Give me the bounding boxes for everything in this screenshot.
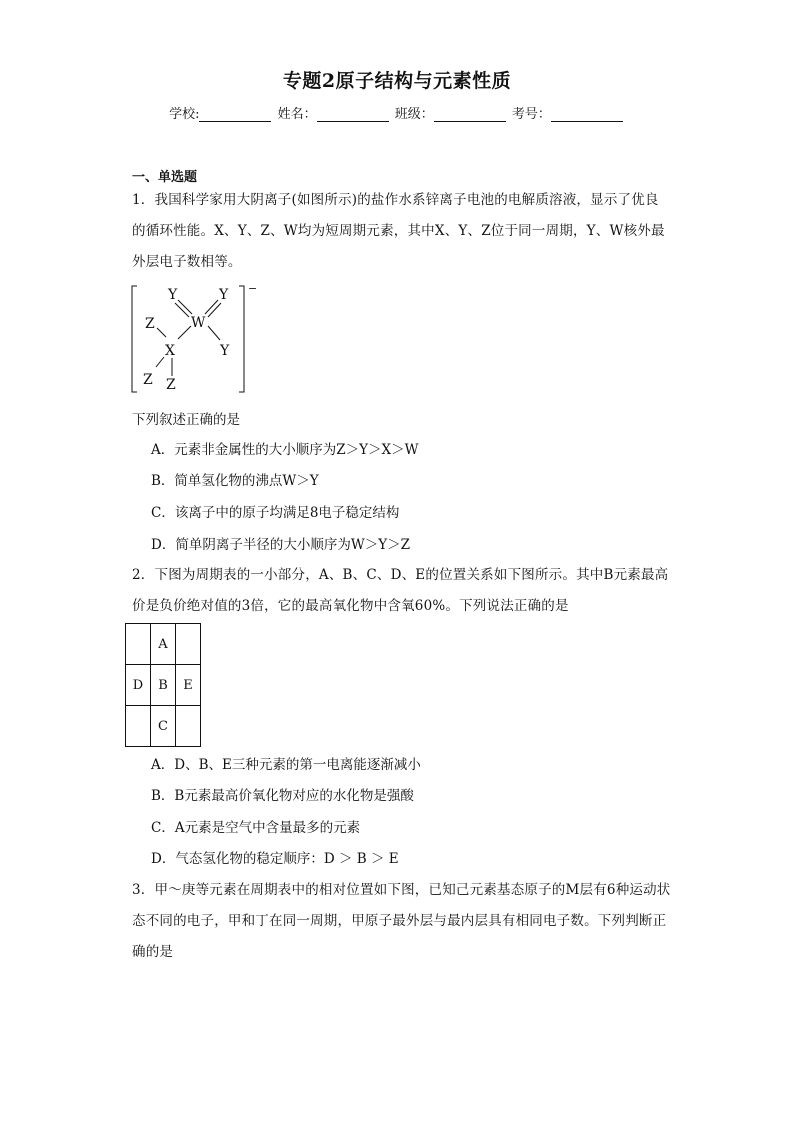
name-blank[interactable] (317, 109, 389, 122)
charge-label: − (248, 282, 258, 295)
bond-w-y-right-b (208, 303, 221, 317)
bond-w-y-right-a (205, 300, 218, 314)
bond-w-y (208, 326, 220, 340)
table-cell-c: C (151, 706, 176, 747)
exam-number-blank[interactable] (551, 109, 623, 122)
question-2-option-a[interactable]: A．D、B、E三种元素的第一电离能逐渐减小 (151, 757, 421, 773)
table-cell (126, 706, 151, 747)
page-title: 专题2原子结构与元素性质 (282, 70, 512, 92)
class-blank[interactable] (434, 109, 506, 122)
school-blank[interactable] (199, 109, 271, 122)
bond-w-x (178, 326, 191, 339)
section-title: 一、单选题 (132, 170, 198, 185)
question-1-option-c[interactable]: C．该离子中的原子均满足8电子稳定结构 (151, 505, 400, 521)
question-1-prompt: 下列叙述正确的是 (132, 412, 240, 428)
anion-structure-figure (128, 282, 258, 398)
bond-w-y-left-b (175, 303, 189, 317)
question-1-stem: 1．我国科学家用大阴离子(如图所示)的盐作水系锌离子电池的电解质溶液，显示了优良的循环性能。X、Y、Z、W均为短周期元素，其中X、Y、Z位于同一周期，Y、W核外最外层电子数相等。 (132, 192, 665, 270)
atom-x: X (165, 343, 175, 359)
table-cell-d: D (126, 665, 151, 706)
atom-w: W (191, 315, 206, 331)
question-2-option-d[interactable]: D．气态氢化物的稳定顺序：D ＞ B ＞ E (151, 851, 399, 867)
atom-z-lower: Z (166, 377, 176, 393)
exam-number-label: 考号： (511, 107, 551, 122)
atom-y-top-right: Y (219, 287, 229, 303)
atom-z-lower-left: Z (143, 372, 153, 388)
table-cell (126, 624, 151, 665)
right-bracket (239, 286, 244, 392)
question-3-stem: 3．甲～庚等元素在周期表中的相对位置如下图，已知己元素基态原子的M层有6种运动状态不同的电子，甲和丁在同一周期，甲原子最外层与最内层具有相同电子数。下列判断正确的是 (132, 882, 671, 960)
question-1-option-a[interactable]: A．元素非金属性的大小顺序为Z＞Y＞X＞W (151, 442, 419, 458)
question-1-option-b[interactable]: B．简单氢化物的沸点W＞Y (151, 473, 319, 489)
table-cell-a: A (151, 624, 176, 665)
bond-x-z-left (156, 357, 164, 367)
class-label: 班级： (394, 107, 434, 122)
bond-z-x (157, 328, 166, 337)
question-1-option-d[interactable]: D．简单阴离子半径的大小顺序为W＞Y＞Z (151, 537, 410, 553)
atom-y-right: Y (220, 343, 230, 359)
table-cell-b: B (151, 665, 176, 706)
school-label: 学校: (169, 107, 200, 122)
question-2-option-b[interactable]: B．B元素最高价氧化物对应的水化物是强酸 (151, 788, 414, 804)
table-cell (176, 706, 201, 747)
name-label: 姓名： (277, 107, 317, 122)
table-cell-e: E (176, 665, 201, 706)
question-2-stem: 2．下图为周期表的一小部分，A、B、C、D、E的位置关系如下图所示。其中B元素最高价是负价绝对值的3倍，它的最高氧化物中含氧60%。下列说法正确的是 (132, 567, 669, 614)
atom-z-upper: Z (145, 316, 155, 332)
table-cell (176, 624, 201, 665)
bond-w-y-left-a (178, 300, 192, 314)
question-2-option-c[interactable]: C．A元素是空气中含量最多的元素 (151, 820, 361, 836)
left-bracket (132, 286, 137, 392)
atom-y-top-left: Y (168, 287, 178, 303)
student-info-line (0, 103, 794, 122)
periodic-table-fragment (125, 623, 201, 747)
